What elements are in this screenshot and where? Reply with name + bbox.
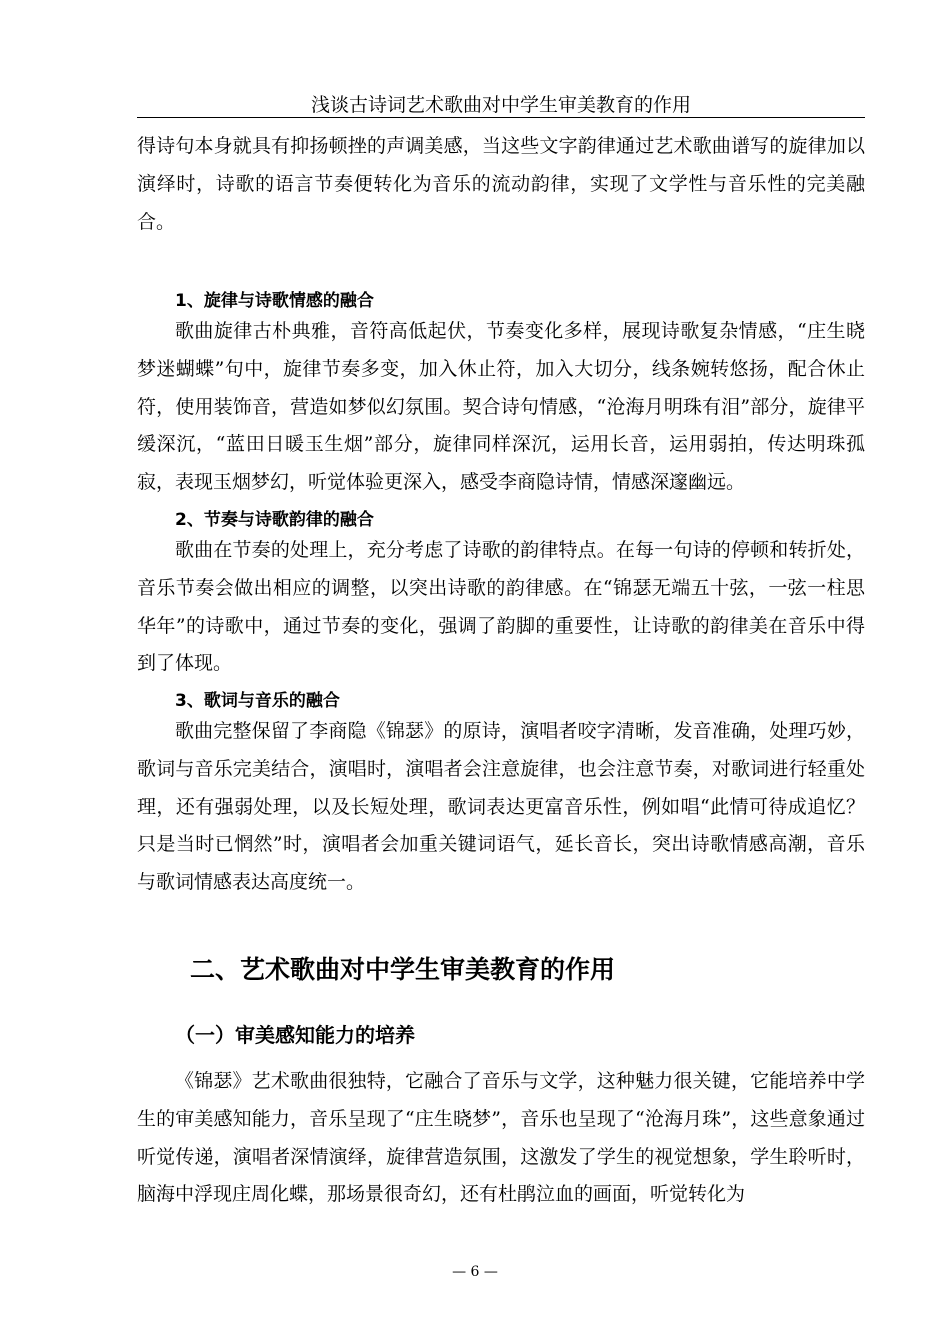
running-header: 浅谈古诗词艺术歌曲对中学生审美教育的作用 (310, 94, 691, 116)
subsection-heading-melody: 1、旋律与诗歌情感的融合 (175, 291, 374, 311)
subsection-heading-lyrics: 3、歌词与音乐的融合 (175, 691, 340, 711)
intro-paragraph: 得诗句本身就具有抑扬顿挫的声调美感，当这些文字韵律通过艺术歌曲谱写的旋律加以演绎时，诗歌的语言节奏便转化为音乐的流动韵律，实现了文学性与音乐性的完美融合。 (137, 135, 865, 233)
subsection-paragraph-melody: 歌曲旋律古朴典雅，音符高低起伏，节奏变化多样，展现诗歌复杂情感，“庄生晓梦迷蝴蝶”句中，旋律节奏多变，加入休止符，加入大切分，线条婉转悠扬，配合休止符，使用装饰音，营造如梦似幻氛围。契合诗句情感，“沧海月明珠有泪”部分，旋律平缓深沉，“蓝田日暖玉生烟”部分，旋律同样深沉，运用长音，运用弱拍，传达明珠孤寂，表现玉烟梦幻，听觉体验更深入，感受李商隐诗情，情感深邃幽远。 (137, 320, 865, 494)
header-rule (137, 117, 865, 118)
subsection-heading-rhythm: 2、节奏与诗歌韵律的融合 (175, 510, 374, 530)
subsection-paragraph-lyrics: 歌曲完整保留了李商隐《锦瑟》的原诗，演唱者咬字清晰，发音准确，处理巧妙，歌词与音乐完美结合，演唱时，演唱者会注意旋律，也会注意节奏，对歌词进行轻重处理，还有强弱处理，以及长短处理，歌词表达更富音乐性，例如唱“此情可待成追忆？只是当时已惘然”时，演唱者会加重关键词语气，延长音长，突出诗歌情感高潮，音乐与歌词情感表达高度统一。 (137, 720, 865, 894)
section-heading: （一）审美感知能力的培养 (175, 1023, 415, 1047)
subsection-paragraph-rhythm: 歌曲在节奏的处理上，充分考虑了诗歌的韵律特点。在每一句诗的停顿和转折处，音乐节奏会做出相应的调整，以突出诗歌的韵律感。在“锦瑟无端五十弦，一弦一柱思华年”的诗歌中，通过节奏的变化，强调了韵脚的重要性，让诗歌的韵律美在音乐中得到了体现。 (137, 539, 865, 675)
page-number: — 6 — (452, 1264, 498, 1280)
section-paragraph: 《锦瑟》艺术歌曲很独特，它融合了音乐与文学，这种魅力很关键，它能培养中学生的审美感知能力，音乐呈现了“庄生晓梦”，音乐也呈现了“沧海月珠”，这些意象通过听觉传递，演唱者深情演绎，旋律营造氛围，这激发了学生的视觉想象，学生聆听时，脑海中浮现庄周化蝶，那场景很奇幻，还有杜鹃泣血的画面，听觉转化为 (137, 1070, 865, 1206)
chapter-heading: 二、艺术歌曲对中学生审美教育的作用 (190, 955, 616, 984)
